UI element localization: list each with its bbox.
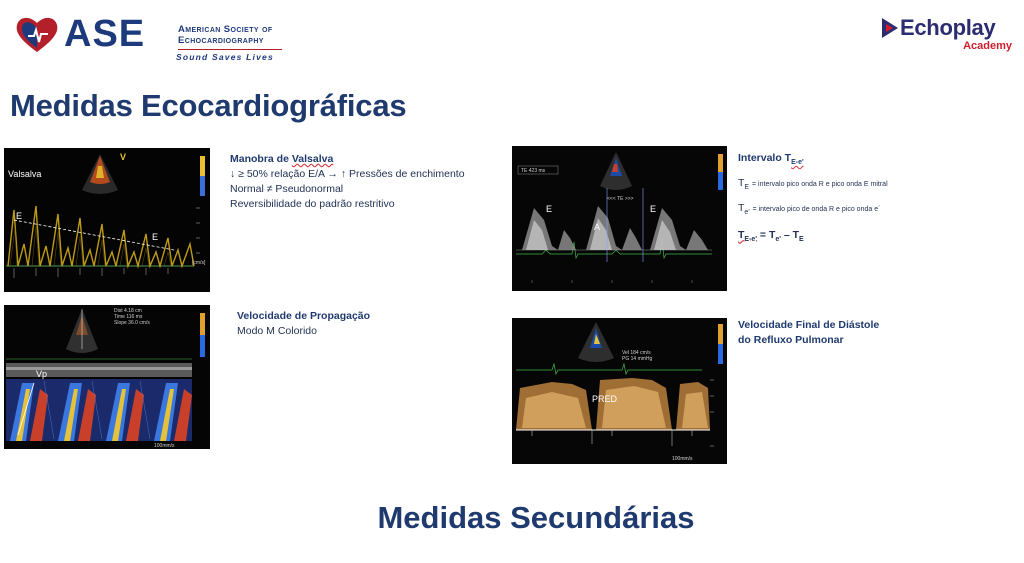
ase-full-name [178, 24, 273, 46]
ase-name-line-1: American Society of [178, 24, 273, 35]
tee-te-desc: = intervalo pico onda R e pico onda E mitral [752, 181, 888, 189]
pulm-speed: 100mm/s [672, 456, 693, 462]
valsalva-line-3: Reversibilidade do padrão restritivo [230, 198, 395, 210]
pulm-readout-2: PG 14 mmHg [622, 356, 653, 362]
pulmonary-heading-line-1: Velocidade Final de Diástole [738, 319, 880, 331]
echoplay-academy: Academy [963, 40, 1012, 52]
prop-readout-2: Time 116 ms [114, 314, 143, 320]
tee-heading [738, 151, 1018, 170]
propagation-line-1: Modo M Colorido [237, 325, 317, 337]
valsalva-scale: [cm/s] [192, 260, 206, 266]
tee-te-symbol: T [738, 177, 745, 190]
pulm-pred-label: PRED [592, 394, 618, 404]
tee-readout: TE 423 ms [521, 168, 546, 174]
tee-wave-e2: E [650, 204, 657, 214]
tee-te2-desc: = intervalo pico de onda R e pico onda e´ [752, 206, 881, 214]
tee-formula-sub3: E [799, 236, 804, 244]
valsalva-wave-e2: E [152, 232, 159, 242]
tee-formula-rest: = T [756, 229, 776, 242]
ase-logo [12, 12, 274, 64]
play-icon [880, 16, 900, 40]
valsalva-wave-e1: E [16, 211, 23, 221]
pulm-readout-1: Vel 184 cm/s [622, 350, 651, 356]
secondary-measures-title: Medidas Secundárias [377, 500, 695, 535]
pulmonary-text-block [738, 318, 1008, 348]
ase-divider [178, 49, 282, 50]
pulmonary-doppler-image [512, 318, 727, 464]
color-mmode-image [4, 305, 210, 449]
tee-formula-rest2: – T [780, 229, 800, 242]
tee-te-sub: E [744, 184, 750, 192]
valsalva-image-label: Valsalva [8, 169, 42, 179]
valsalva-doppler-image [4, 148, 210, 292]
ase-acronym: ASE [64, 13, 146, 55]
tee-te2-symbol: T [738, 202, 745, 215]
tee-formula [738, 228, 1018, 247]
valsalva-heading-prefix: Manobra de [230, 153, 292, 165]
prop-vp-label: Vp [36, 369, 48, 379]
echoplay-logo [880, 14, 1012, 56]
prop-speed: 100mm/s [154, 443, 175, 449]
tee-heading-main: Intervalo T [738, 152, 792, 164]
tee-te-label: <<< TE >>> [607, 196, 634, 202]
ase-tagline: Sound Saves Lives [176, 52, 274, 62]
valsalva-line-2: Normal ≠ Pseudonormal [230, 183, 344, 195]
pulmonary-heading-line-2: do Refluxo Pulmonar [738, 334, 844, 346]
tee-te2-sub: e' [744, 209, 750, 217]
tee-definition-te-prime [738, 201, 1018, 220]
valsalva-text-block [230, 152, 510, 212]
valsalva-heading-word: Valsalva [291, 153, 334, 165]
tee-doppler-image [512, 146, 727, 291]
tee-formula-sub2: e' [775, 236, 781, 244]
tee-wave-a: A [594, 222, 601, 232]
echoplay-name: Echoplay [900, 15, 996, 40]
ase-heart-icon [14, 14, 60, 54]
prop-readout-3: Slope 36.0 cm/s [114, 320, 150, 326]
propagation-heading: Velocidade de Propagação [237, 310, 371, 322]
valsalva-heading [230, 152, 510, 167]
ase-name-line-2: Echocardiography [178, 35, 264, 46]
valsalva-marker: V [120, 152, 127, 162]
page-title: Medidas Ecocardiográficas [10, 88, 407, 123]
propagation-text-block [237, 309, 457, 339]
tee-wave-e1: E [546, 204, 553, 214]
prop-readout-1: Dist 4.18 cm [114, 308, 142, 314]
tee-formula-lhs [738, 229, 757, 244]
tee-formula-sub: E-e' [744, 236, 757, 244]
valsalva-line-1: ↓ ≥ 50% relação E/A → ↑ Pressões de enchimento [230, 168, 465, 180]
tee-formula-main: T [738, 229, 745, 242]
tee-definition-te [738, 176, 1018, 195]
tee-text-block [738, 151, 1018, 247]
tee-heading-sub: E-e' [791, 159, 804, 167]
